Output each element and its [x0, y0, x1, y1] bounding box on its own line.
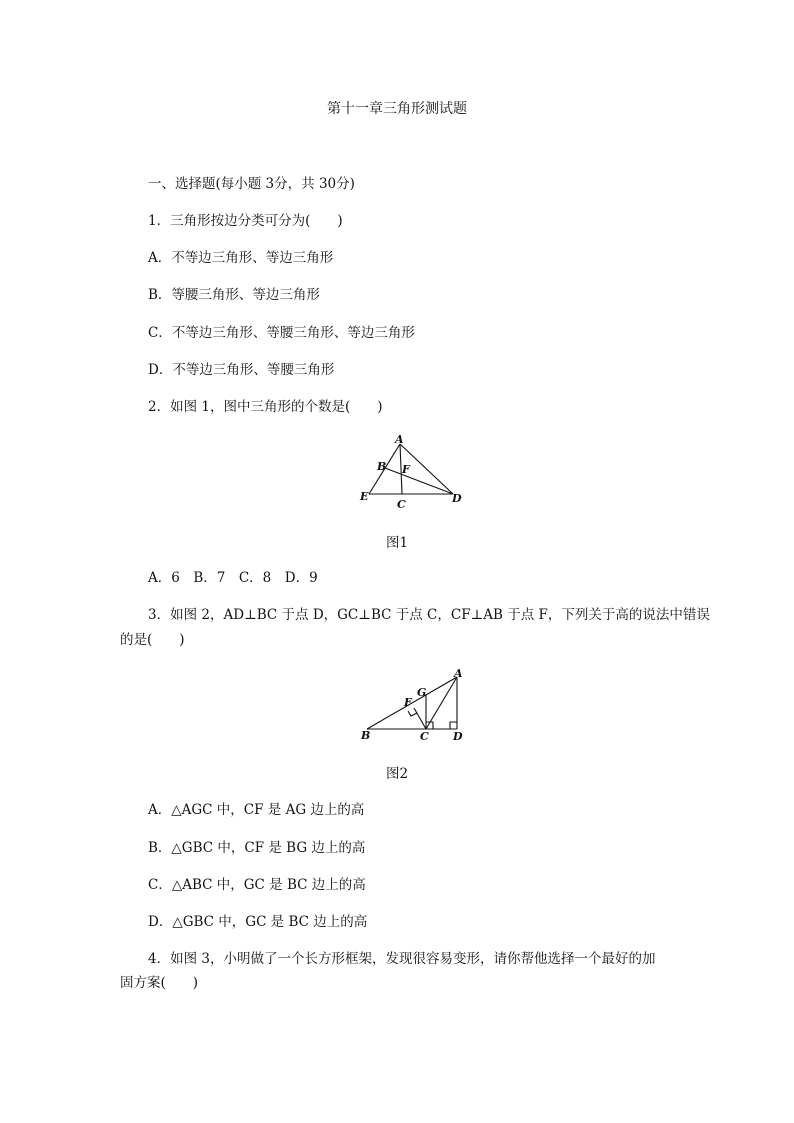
question-1-option-a: A．不等边三角形、等边三角形: [148, 250, 334, 266]
question-3-stem-line-2: 的是( ): [120, 632, 185, 648]
question-2-stem: 2．如图 1，图中三角形的个数是( ): [148, 399, 383, 415]
fig2-label-b: B: [361, 729, 371, 742]
figure-1-caption: 图1: [385, 535, 409, 551]
page-title: 第十一章三角形测试题: [327, 101, 467, 117]
fig2-label-f: F: [404, 696, 412, 709]
fig1-label-c: C: [397, 498, 406, 511]
fig1-label-a: A: [395, 433, 404, 446]
question-1-option-c: C．不等边三角形、等腰三角形、等边三角形: [148, 325, 415, 341]
question-3-option-b: B．△GBC 中，CF 是 BG 边上的高: [148, 840, 366, 856]
question-3-option-c: C．△ABC 中，GC 是 BC 边上的高: [148, 877, 366, 893]
fig2-label-g: G: [417, 686, 427, 699]
question-1-option-b: B．等腰三角形、等边三角形: [148, 287, 320, 303]
question-1-stem: 1．三角形按边分类可分为( ): [148, 213, 343, 229]
figure-1-diagram: [355, 432, 470, 514]
fig1-label-d: D: [452, 492, 462, 505]
fig1-label-e: E: [360, 490, 369, 503]
question-3-option-a: A．△AGC 中，CF 是 AG 边上的高: [148, 802, 365, 818]
figure-2-caption: 图2: [385, 766, 409, 782]
figure-2-diagram: [358, 668, 470, 744]
question-4-stem-line-2: 固方案( ): [120, 975, 199, 991]
question-2-options: A．6 B．7 C．8 D．9: [148, 570, 318, 586]
question-4-stem-line-1: 4．如图 3，小明做了一个长方形框架，发现很容易变形，请你帮他选择一个最好的加: [148, 951, 656, 967]
fig2-label-c: C: [420, 730, 429, 743]
question-3-stem-line-1: 3．如图 2，AD⊥BC 于点 D，GC⊥BC 于点 C，CF⊥AB 于点 F，下列关于高的说法中错误: [148, 607, 710, 623]
question-1-option-d: D．不等边三角形、等腰三角形: [148, 362, 335, 378]
fig2-label-d: D: [453, 730, 463, 743]
question-3-option-d: D．△GBC 中，GC 是 BC 边上的高: [148, 914, 368, 930]
fig2-label-a: A: [454, 668, 463, 680]
fig1-label-f: F: [402, 463, 410, 476]
fig1-label-b: B: [377, 460, 387, 473]
section-heading: 一、选择题(每小题 3分，共 30分): [148, 176, 355, 192]
